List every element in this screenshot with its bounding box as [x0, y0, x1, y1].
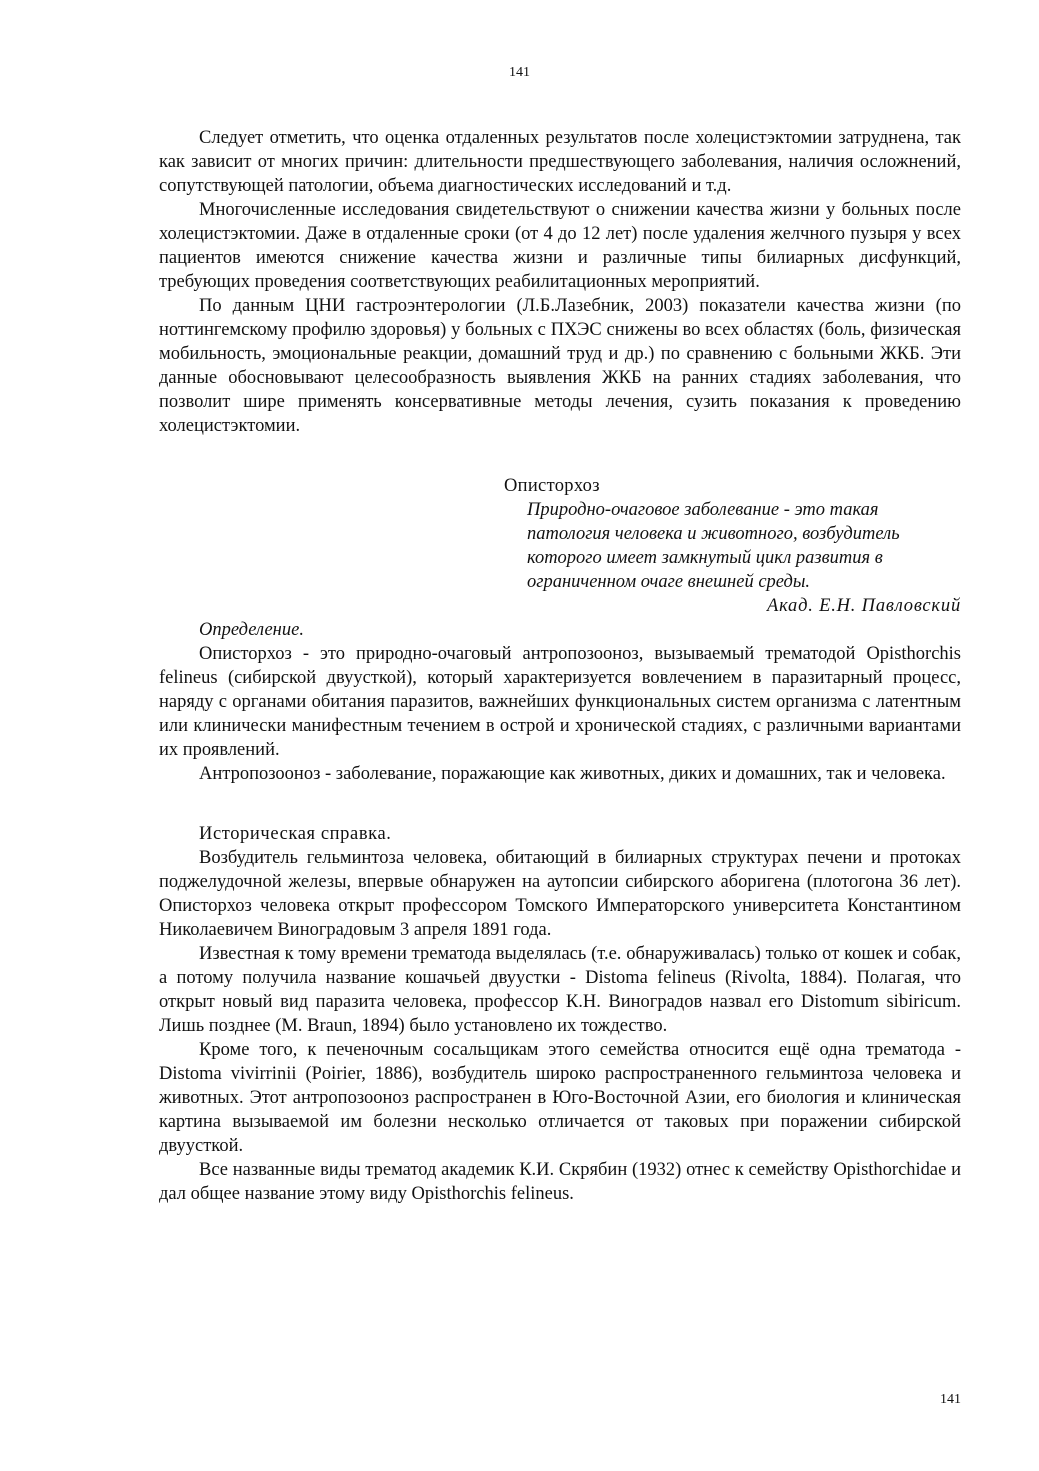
page-body — [159, 126, 961, 1206]
paragraph: Кроме того, к печеночным сосальщикам этого семейства относится ещё одна трематода - Distoma vivirrinii (Poirier, 1886), возбудитель широко распространенного гельминтоза человека и животных. Этот антропозооноз распространен в Юго-Восточной Азии, его биология и клиническая картина вызываемой им болезни несколько отличается от таковых при поражении сибирской двуусткой. — [159, 1040, 961, 1156]
definition-label: Определение. — [199, 620, 304, 640]
paragraph: Многочисленные исследования свидетельствуют о снижении качества жизни у больных после холецистэктомии. Даже в отдаленные сроки (от 4 до 12 лет) после удаления желчного пузыря у всех пациентов имеются снижение качества жизни и различные типы билиарных дисфункций, требующих проведения соответствующих реабилитационных мероприятий. — [159, 200, 961, 292]
history-label: Историческая справка. — [199, 824, 392, 844]
page-number-bottom: 141 — [940, 1392, 961, 1407]
paragraph: Возбудитель гельминтоза человека, обитающий в билиарных структурах печени и протоках поджелудочной железы, впервые обнаружен на аутопсии сибирского аборигена (плотогона 36 лет). Описторхоз человека открыт профессором Томского Императорского университета Константином Николаевичем Виноградовым 3 апреля 1891 года. — [159, 848, 961, 940]
paragraph: Описторхоз - это природно-очаговый антропозооноз, вызываемый трематодой Opisthorchis felineus (сибирской двуусткой), который характеризуется вовлечением в паразитарный процесс, наряду с органами обитания паразитов, важнейших функциональных систем организма с латентным или клинически манифестным течением в острой и хронической стадиях, с различными вариантами их проявлений. — [159, 644, 961, 760]
paragraph: Все названные виды трематод академик К.И. Скрябин (1932) отнес к семейству Opisthorchidae и дал общее название этому виду Opisthorchis felineus. — [159, 1160, 961, 1204]
page-number-top: 141 — [509, 65, 530, 80]
epigraph — [159, 498, 961, 618]
epigraph-line: Природно-очаговое заболевание - это такая — [527, 500, 879, 520]
paragraph: Следует отметить, что оценка отдаленных результатов после холецистэктомии затруднена, так как зависит от многих причин: длительности предшествующего заболевания, наличия осложнений, сопутствующей патологии, объема диагностических исследований и т.д. — [159, 128, 961, 196]
epigraph-line: которого имеет замкнутый цикл развития в — [527, 548, 883, 568]
epigraph-author: Акад. Е.Н. Павловский — [766, 596, 961, 616]
epigraph-line: ограниченном очаге внешней среды. — [527, 572, 811, 592]
epigraph-line: патология человека и животного, возбудитель — [527, 524, 900, 544]
paragraph: По данным ЦНИ гастроэнтерологии (Л.Б.Лазебник, 2003) показатели качества жизни (по ноттингемскому профилю здоровья) у больных с ПХЭС снижены во всех областях (боль, физическая мобильность, эмоциональные реакции, домашний труд и др.) по сравнению с больными ЖКБ. Эти данные обосновывают целесообразность выявления ЖКБ на ранних стадиях заболевания, что позволит шире применять консервативные методы лечения, сузить показания к проведению холецистэктомии. — [159, 296, 961, 436]
paragraph: Известная к тому времени трематода выделялась (т.е. обнаруживалась) только от кошек и собак, а потому получила название кошачьей двуустки - Distoma felineus (Rivolta, 1884). Полагая, что открыт новый вид паразита человека, профессор К.Н. Виноградов назвал его Distomum sibiricum. Лишь позднее (M. Braun, 1894) было установлено их тождество. — [159, 944, 961, 1036]
paragraph: Антропозооноз - заболевание, поражающие как животных, диких и домашних, так и человека. — [199, 764, 946, 784]
section-title: Описторхоз — [504, 476, 600, 496]
